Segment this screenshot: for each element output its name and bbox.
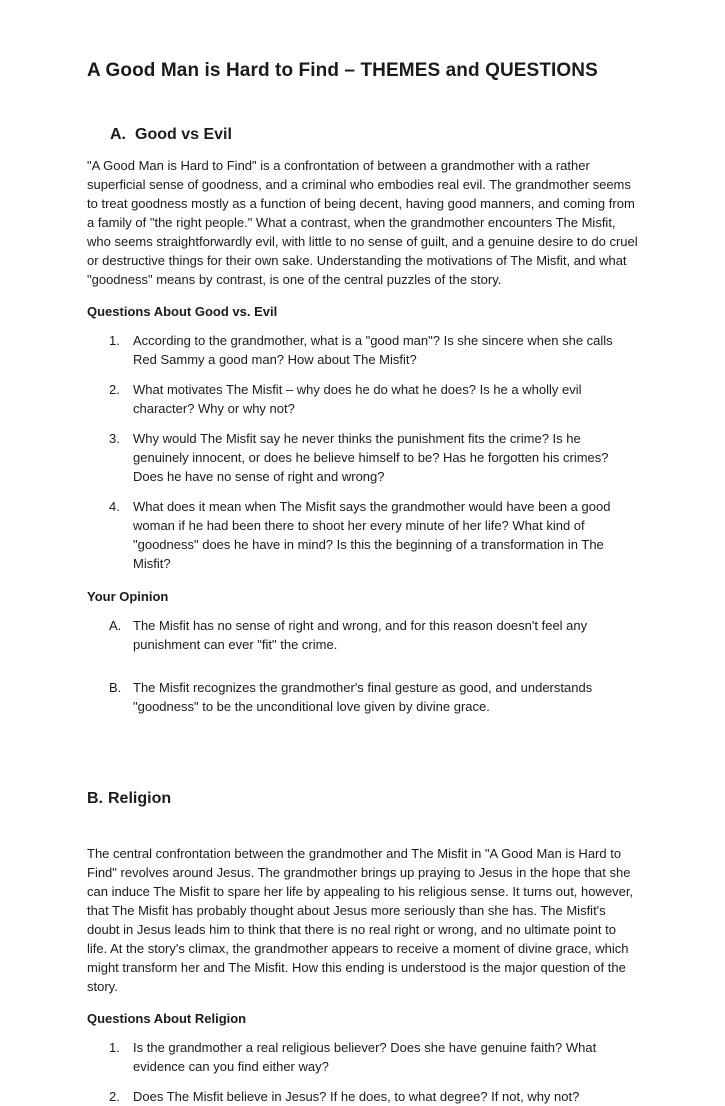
page-title: A Good Man is Hard to Find – THEMES and QUESTIONS <box>87 60 598 81</box>
section-religion <box>87 790 638 1106</box>
question-item: What motivates The Misfit – why does he do what he does? Is he a wholly evil character? Why or why not? <box>133 382 582 416</box>
section-a-opinion-heading: Your Opinion <box>87 589 169 604</box>
section-a-questions-list <box>87 331 638 573</box>
question-item: According to the grandmother, what is a "good man"? Is she sincere when she calls Red Sammy a good man? How about The Misfit? <box>133 333 613 367</box>
section-a-heading-marker: A. <box>110 126 126 143</box>
section-b-questions-heading: Questions About Religion <box>87 1011 247 1026</box>
question-item: Does The Misfit believe in Jesus? If he does, to what degree? If not, why not? <box>133 1089 580 1104</box>
question-item: Why would The Misfit say he never thinks the punishment fits the crime? Is he genuinely innocent, or does he believe himself to be? Has he forgotten his crimes? Does he have no sense of right and wrong? <box>133 431 609 484</box>
question-item: Is the grandmother a real religious believer? Does she have genuine faith? What evidence can you find either way? <box>133 1040 597 1074</box>
section-a-questions-heading: Questions About Good vs. Evil <box>87 304 278 319</box>
section-a-opinion-list <box>87 616 638 716</box>
section-b-heading-marker: B. <box>87 790 103 807</box>
section-b-questions-list <box>87 1038 638 1106</box>
section-b-heading-label: Religion <box>108 790 172 807</box>
section-a-intro: "A Good Man is Hard to Find" is a confrontation of between a grandmother with a rather superficial sense of goodness, and a criminal who embodies real evil. The grandmother seems to treat goodness mostly as a function of being decent, having good manners, and coming from a family of "the right people." What a contrast, when the grandmother encounters The Misfit, who seems straightforwardly evil, with little to no sense of guilt, and a genuine desire to do cruel or destructive things for their own sake. Understanding the motivations of The Misfit, and what "goodness" means by contrast, is one of the central puzzles of the story. <box>87 158 638 287</box>
section-b-intro: The central confrontation between the grandmother and The Misfit in "A Good Man is Hard to Find" revolves around Jesus. The grandmother brings up praying to Jesus in the hope that she can induce The Misfit to spare her life by appealing to his religious sense. It turns out, however, that The Misfit has probably thought about Jesus more seriously than she has. The Misfit's doubt in Jesus leads him to think that there is no real right or wrong, and no ultimate point to life. At the story's climax, the grandmother appears to receive a moment of divine grace, which might transform her and The Misfit. How this ending is understood is the major question of the story. <box>87 846 634 994</box>
opinion-item: The Misfit recognizes the grandmother's final gesture as good, and understands "goodness" to be the unconditional love given by divine grace. <box>133 680 593 714</box>
section-a-heading <box>87 126 638 144</box>
opinion-item: The Misfit has no sense of right and wrong, and for this reason doesn't feel any punishment can ever "fit" the crime. <box>133 618 588 652</box>
section-a-heading-label: Good vs Evil <box>135 126 232 143</box>
question-item: What does it mean when The Misfit says the grandmother would have been a good woman if he had been there to shoot her every minute of her life? What kind of "goodness" does he have in mind? Is this the beginning of a transformation in The Misfit? <box>133 499 611 571</box>
section-good-vs-evil <box>87 126 638 716</box>
section-b-heading <box>87 790 638 808</box>
